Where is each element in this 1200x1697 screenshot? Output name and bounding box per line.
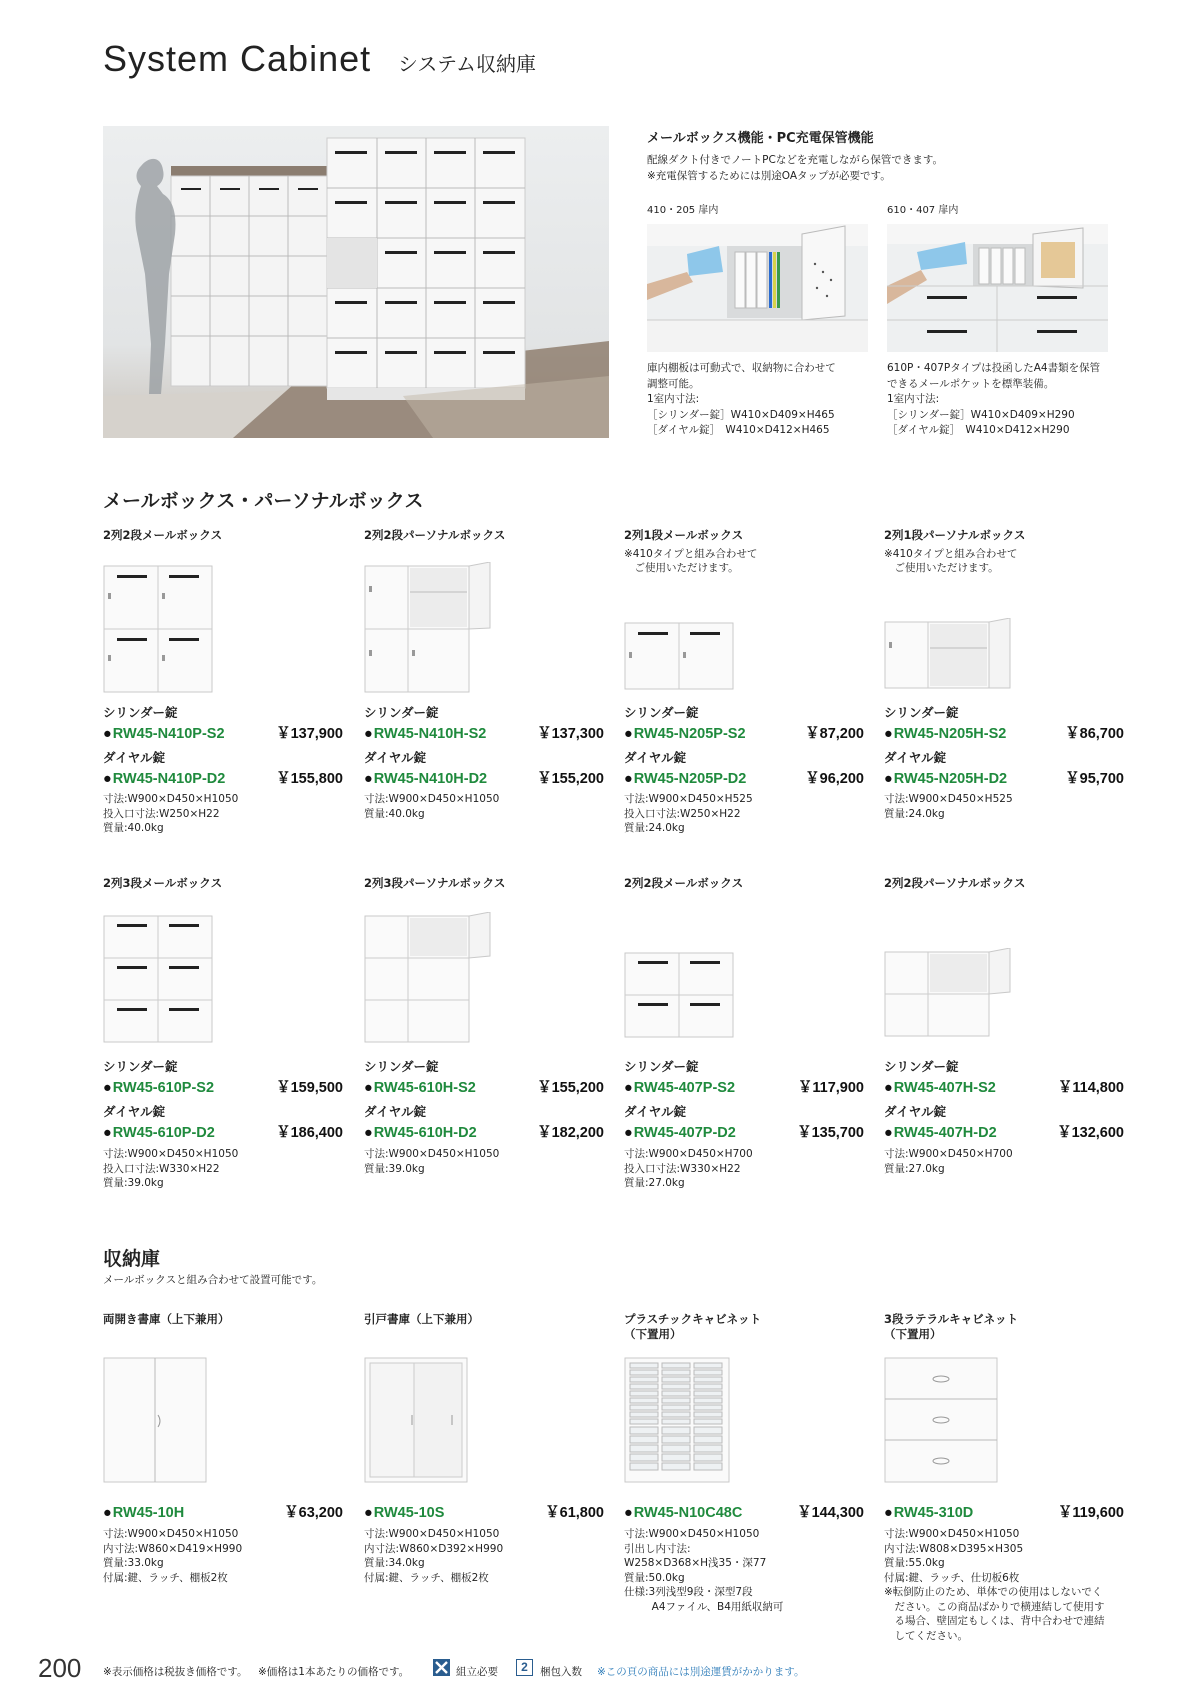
package-count-icon: 2 xyxy=(516,1659,533,1676)
dial-lock-label: ダイヤル錠 xyxy=(103,1104,166,1119)
cylinder-lock-label: シリンダー錠 xyxy=(624,1059,699,1074)
product-image-n10c48c xyxy=(624,1357,730,1483)
assembly-label: 組立必要 xyxy=(456,1666,498,1678)
photo1-description: 庫内棚板は可動式で、収納物に合わせて 調整可能。 1室内寸法: ［シリンダー錠］W410×D409×H465 ［ダイヤル錠］ W410×D412×H465 xyxy=(647,362,836,436)
photo2-description: 610P・407Pタイプは投函したA4書類を保管 できるメールポケットを標準装備。 1室内寸法: ［シリンダー錠］W410×D409×H290 ［ダイヤル錠］ W410×D412×H290 xyxy=(887,362,1101,436)
product-code: ● RW45-610H-S2 xyxy=(364,1080,476,1096)
page-title: System Cabinet xyxy=(103,38,372,79)
product-code: ● RW45-N10C48C xyxy=(624,1505,742,1521)
product-spec: 寸法:W900×D450×H1050 質量:39.0kg xyxy=(364,1148,500,1175)
product-code: ● RW45-610P-D2 xyxy=(103,1125,215,1141)
price-row xyxy=(624,1501,864,1522)
product-name: 3段ラテラルキャビネット （下置用） xyxy=(884,1312,1019,1341)
product-code: ● RW45-407H-D2 xyxy=(884,1125,997,1141)
product-code: ● RW45-N410H-S2 xyxy=(364,726,486,742)
product-code: ● RW45-407P-D2 xyxy=(624,1125,736,1141)
product-card xyxy=(103,1312,343,1327)
product-card xyxy=(884,528,1124,575)
cylinder-lock-label: シリンダー錠 xyxy=(364,705,439,720)
product-spec: 寸法:W900×D450×H1050 投入口寸法:W330×H22 質量:39.0kg xyxy=(103,1148,239,1189)
product-price: ￥144,300 xyxy=(797,1505,864,1521)
product-image-n410p xyxy=(103,565,213,693)
page-number: 200 xyxy=(38,1653,82,1683)
product-price: ￥135,700 xyxy=(797,1125,864,1141)
product-price: ￥137,900 xyxy=(276,726,343,742)
product-card xyxy=(624,528,864,575)
cylinder-lock-label: シリンダー錠 xyxy=(103,705,178,720)
product-code: ● RW45-N410H-D2 xyxy=(364,771,487,787)
photo2-caption: 610・407 扉内 xyxy=(887,205,959,216)
section-mailbox-title: メールボックス・パーソナルボックス xyxy=(103,490,424,512)
product-price: ￥63,200 xyxy=(284,1505,343,1521)
product-code: ● RW45-N410P-S2 xyxy=(103,726,225,742)
tax-note: ※表示価格は税抜き価格です。 xyxy=(103,1666,248,1678)
product-spec: 寸法:W900×D450×H1050 内寸法:W860×D392×H990 質量:34.0kg 付属:鍵、ラッチ、棚板2枚 xyxy=(364,1528,504,1584)
product-code: ● RW45-N205P-S2 xyxy=(624,726,746,742)
photo1-caption: 410・205 扉内 xyxy=(647,205,719,216)
product-card xyxy=(364,1312,604,1327)
product-price: ￥119,600 xyxy=(1057,1505,1124,1521)
price-row xyxy=(103,722,343,743)
price-row xyxy=(103,767,343,788)
page-subtitle: システム収納庫 xyxy=(398,52,536,76)
product-spec: 寸法:W900×D450×H1050 引出し内寸法: W258×D368×H浅35・深77 質量:50.0kg 仕様:3列浅型9段・深型7段 A4ファイル、B4用紙収納可 xyxy=(624,1528,784,1613)
product-price: ￥117,900 xyxy=(797,1080,864,1096)
product-code: ● RW45-N410P-D2 xyxy=(103,771,225,787)
product-card xyxy=(884,1312,1124,1342)
product-code: ● RW45-407H-S2 xyxy=(884,1080,996,1096)
product-card xyxy=(103,528,343,543)
product-image-407h xyxy=(884,948,1012,1038)
product-spec: 寸法:W900×D450×H1050 投入口寸法:W250×H22 質量:40.0kg xyxy=(103,793,239,834)
section-storage-title: 収納庫 xyxy=(103,1248,161,1270)
assembly-tool-icon xyxy=(433,1659,450,1676)
product-code: ● RW45-10H xyxy=(103,1505,184,1521)
cylinder-lock-label: シリンダー錠 xyxy=(884,1059,959,1074)
cylinder-lock-label: シリンダー錠 xyxy=(364,1059,439,1074)
product-card xyxy=(624,876,864,891)
product-spec: 寸法:W900×D450×H525 投入口寸法:W250×H22 質量:24.0kg xyxy=(624,793,753,834)
product-spec: 寸法:W900×D450×H700 投入口寸法:W330×H22 質量:27.0kg xyxy=(624,1148,753,1189)
product-code: ● RW45-10S xyxy=(364,1505,444,1521)
product-code: ● RW45-N205P-D2 xyxy=(624,771,746,787)
dial-lock-label: ダイヤル錠 xyxy=(884,1104,947,1119)
product-card xyxy=(364,876,604,891)
product-price: ￥61,800 xyxy=(545,1505,604,1521)
product-price: ￥159,500 xyxy=(276,1080,343,1096)
product-note: ※410タイプと組み合わせて ご使用いただけます。 xyxy=(624,548,758,574)
product-card xyxy=(364,528,604,543)
price-row xyxy=(103,1076,343,1097)
product-code: ● RW45-N205H-S2 xyxy=(884,726,1006,742)
cylinder-lock-label: シリンダー錠 xyxy=(624,705,699,720)
product-image-610p xyxy=(103,915,213,1043)
price-row xyxy=(364,1076,604,1097)
product-name: 2列2段パーソナルボックス xyxy=(884,876,1026,890)
cylinder-lock-label: シリンダー錠 xyxy=(884,705,959,720)
product-code: ● RW45-N205H-D2 xyxy=(884,771,1007,787)
dial-lock-label: ダイヤル錠 xyxy=(624,1104,687,1119)
price-row xyxy=(624,1076,864,1097)
price-row xyxy=(364,1121,604,1142)
dial-lock-label: ダイヤル錠 xyxy=(624,750,687,765)
price-row xyxy=(103,1121,343,1142)
product-image-407p xyxy=(624,952,734,1038)
product-price: ￥86,700 xyxy=(1065,726,1124,742)
product-price: ￥87,200 xyxy=(805,726,864,742)
product-price: ￥155,200 xyxy=(537,771,604,787)
package-count-label: 梱包入数 xyxy=(540,1666,582,1678)
product-price: ￥96,200 xyxy=(805,771,864,787)
product-name: 2列2段メールボックス xyxy=(103,528,223,542)
product-name: 2列2段メールボックス xyxy=(624,876,744,890)
price-row xyxy=(364,767,604,788)
product-image-n205h xyxy=(884,618,1012,690)
product-name: 引戸書庫（上下兼用） xyxy=(364,1312,479,1326)
price-row xyxy=(624,1121,864,1142)
section-storage-subtitle: メールボックスと組み合わせて設置可能です。 xyxy=(103,1274,323,1286)
price-row xyxy=(624,767,864,788)
hero-photo xyxy=(103,126,609,438)
product-price: ￥155,800 xyxy=(276,771,343,787)
product-spec: 寸法:W900×D450×H1050 内寸法:W860×D419×H990 質量:33.0kg 付属:鍵、ラッチ、棚板2枚 xyxy=(103,1528,243,1584)
feature-note: ※充電保管するためには別途OAタップが必要です。 xyxy=(647,170,891,182)
price-row xyxy=(884,722,1124,743)
price-row xyxy=(364,1501,604,1522)
product-price: ￥186,400 xyxy=(276,1125,343,1141)
product-name: 2列2段パーソナルボックス xyxy=(364,528,506,542)
price-row xyxy=(884,767,1124,788)
feature-title: メールボックス機能・PC充電保管機能 xyxy=(647,131,874,146)
price-row xyxy=(364,722,604,743)
dial-lock-label: ダイヤル錠 xyxy=(364,1104,427,1119)
product-price: ￥114,800 xyxy=(1057,1080,1124,1096)
product-image-n205p xyxy=(624,622,734,690)
product-note: ※410タイプと組み合わせて ご使用いただけます。 xyxy=(884,548,1018,574)
product-name: 2列1段パーソナルボックス xyxy=(884,528,1026,542)
product-name: 2列3段パーソナルボックス xyxy=(364,876,506,890)
product-card xyxy=(624,1312,864,1342)
price-row xyxy=(624,722,864,743)
shipping-note: ※この頁の商品には別途運賃がかかります。 xyxy=(597,1666,805,1678)
photo-interior-410 xyxy=(647,224,868,352)
unit-price-note: ※価格は1本あたりの価格です。 xyxy=(258,1666,410,1678)
product-card xyxy=(103,876,343,891)
product-code: ● RW45-407P-S2 xyxy=(624,1080,735,1096)
product-code: ● RW45-610H-D2 xyxy=(364,1125,477,1141)
dial-lock-label: ダイヤル錠 xyxy=(103,750,166,765)
product-price: ￥132,600 xyxy=(1057,1125,1124,1141)
product-name: 2列3段メールボックス xyxy=(103,876,223,890)
price-row xyxy=(103,1501,343,1522)
photo-interior-610 xyxy=(887,224,1108,352)
feature-description: 配線ダクト付きでノートPCなどを充電しながら保管できます。 xyxy=(647,154,944,166)
product-code: ● RW45-310D xyxy=(884,1505,973,1521)
product-name: プラスチックキャビネット （下置用） xyxy=(624,1312,762,1341)
product-card xyxy=(884,876,1124,891)
cylinder-lock-label: シリンダー錠 xyxy=(103,1059,178,1074)
product-image-10s xyxy=(364,1357,468,1483)
product-name: 2列1段メールボックス xyxy=(624,528,744,542)
product-price: ￥182,200 xyxy=(537,1125,604,1141)
product-spec: 寸法:W900×D450×H525 質量:24.0kg xyxy=(884,793,1013,820)
price-row xyxy=(884,1076,1124,1097)
dial-lock-label: ダイヤル錠 xyxy=(364,750,427,765)
product-spec: 寸法:W900×D450×H700 質量:27.0kg xyxy=(884,1148,1013,1175)
product-code: ● RW45-610P-S2 xyxy=(103,1080,214,1096)
price-row xyxy=(884,1501,1124,1522)
product-price: ￥95,700 xyxy=(1065,771,1124,787)
product-image-10h xyxy=(103,1357,207,1483)
product-name: 両開き書庫（上下兼用） xyxy=(103,1312,230,1326)
product-image-610h xyxy=(364,912,492,1044)
product-spec: 寸法:W900×D450×H1050 内寸法:W808×D395×H305 質量:55.0kg 付属:鍵、ラッチ、仕切板6枚 ※転倒防止のため、単体での使用はしないでく ださい。この商品ばかりで横連結して使用す る場合、壁固定もしくは、背中合わせで連結 してください。 xyxy=(884,1528,1105,1642)
dial-lock-label: ダイヤル錠 xyxy=(884,750,947,765)
price-row xyxy=(884,1121,1124,1142)
product-image-310d xyxy=(884,1357,998,1483)
product-image-n410h xyxy=(364,562,492,694)
product-price: ￥155,200 xyxy=(537,1080,604,1096)
product-spec: 寸法:W900×D450×H1050 質量:40.0kg xyxy=(364,793,500,820)
product-price: ￥137,300 xyxy=(537,726,604,742)
